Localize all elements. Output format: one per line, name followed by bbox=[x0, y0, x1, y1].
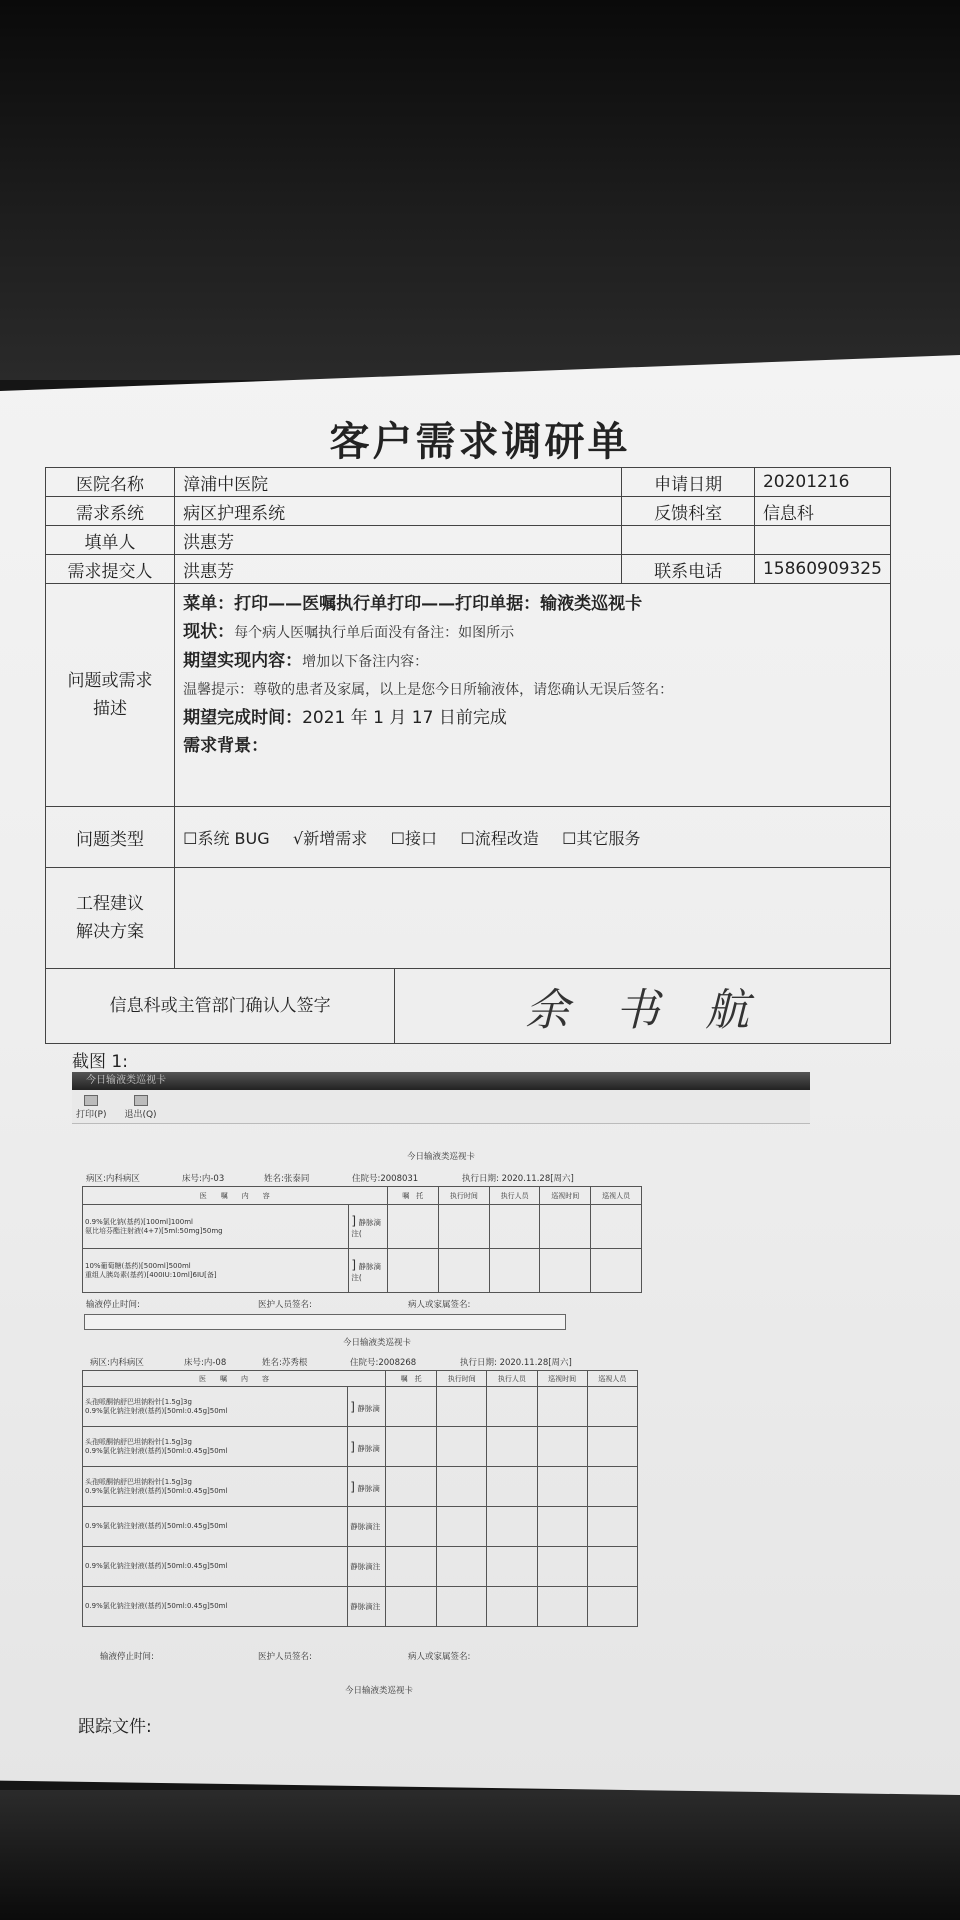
col-exec-staff: 执行人员 bbox=[487, 1371, 537, 1387]
drug-cell bbox=[83, 1387, 348, 1427]
hospital-value: 漳浦中医院 bbox=[175, 468, 622, 497]
drug-cell bbox=[83, 1249, 349, 1293]
empty-cell bbox=[754, 526, 890, 555]
col-patrol-staff: 巡视人员 bbox=[587, 1371, 637, 1387]
deadline-label: 期望完成时间： bbox=[183, 708, 303, 728]
window-toolbar bbox=[72, 1090, 810, 1124]
screenshot-caption: 截图 1: bbox=[72, 1052, 128, 1072]
card1-family-sign: 病人或家属签名: bbox=[408, 1300, 471, 1310]
option-process-redesign[interactable]: ☐流程改造 bbox=[460, 828, 539, 848]
dept-value: 信息科 bbox=[754, 497, 890, 526]
row-problem-type bbox=[46, 807, 891, 868]
bracket-mark: ] bbox=[350, 1479, 355, 1494]
filler-label: 填单人 bbox=[46, 526, 175, 555]
table-row bbox=[83, 1467, 638, 1507]
table-row bbox=[83, 1205, 642, 1249]
background-line bbox=[183, 732, 882, 760]
col-exec-time: 执行时间 bbox=[437, 1371, 487, 1387]
drug-line: 0.9%氯化钠注射液(基药)[50ml:0.45g]50ml bbox=[85, 1522, 228, 1530]
row-hospital bbox=[46, 468, 891, 497]
filler-value: 洪惠芳 bbox=[175, 526, 622, 555]
bracket-mark: ] bbox=[351, 1258, 357, 1272]
drug-line: 0.9%氯化钠注射液(基药)[50ml:0.45g]50ml bbox=[85, 1446, 228, 1455]
solution-label: 工程建议解决方案 bbox=[46, 868, 175, 969]
apply-date-value: 20201216 bbox=[754, 468, 890, 497]
route-cell bbox=[348, 1467, 386, 1507]
route-cell bbox=[348, 1387, 386, 1427]
card2-header-row bbox=[83, 1371, 638, 1387]
drug-line: 0.9%氯化钠注射液(基药)[50ml:0.45g]50ml bbox=[85, 1486, 228, 1495]
reminder-line: 温馨提示：尊敬的患者及家属，以上是您今日所输液体，请您确认无误后签名： bbox=[183, 682, 674, 698]
problem-type-label: 问题类型 bbox=[46, 807, 175, 868]
row-submitter bbox=[46, 555, 891, 584]
col-note: 嘱 托 bbox=[387, 1187, 438, 1205]
card1-admission: 住院号:2008031 bbox=[352, 1174, 419, 1184]
drug-cell bbox=[83, 1467, 348, 1507]
card2-stop-time: 输液停止时间: bbox=[100, 1652, 154, 1662]
print-button[interactable] bbox=[76, 1095, 106, 1120]
col-order-content: 医 嘱 内 容 bbox=[83, 1187, 388, 1205]
option-new-requirement[interactable]: √新增需求 bbox=[293, 828, 368, 848]
submitter-label: 需求提交人 bbox=[46, 555, 175, 584]
drug-line: 重组人胰岛素(基药)[400IU:10ml]6IU[备] bbox=[85, 1270, 217, 1279]
table-row bbox=[83, 1547, 638, 1587]
phone-value: 15860909325 bbox=[754, 555, 890, 584]
route-text: 静脉滴注( bbox=[351, 1218, 381, 1238]
drug-cell bbox=[83, 1205, 349, 1249]
card2-table bbox=[82, 1370, 638, 1627]
col-patrol-time: 巡视时间 bbox=[537, 1371, 587, 1387]
row-solution bbox=[46, 868, 891, 969]
card1-bed: 床号:内-03 bbox=[182, 1174, 225, 1184]
card2-name: 姓名:苏秀根 bbox=[262, 1358, 308, 1368]
card2-ward: 病区:内科病区 bbox=[90, 1358, 144, 1368]
route-cell bbox=[349, 1249, 387, 1293]
submitter-value: 洪惠芳 bbox=[175, 555, 622, 584]
problem-label: 问题或需求描述 bbox=[46, 584, 175, 807]
exit-button[interactable] bbox=[124, 1095, 156, 1120]
table-row bbox=[83, 1387, 638, 1427]
apply-date-label: 申请日期 bbox=[622, 468, 755, 497]
status-value: 每个病人医嘱执行单后面没有备注：如图所示 bbox=[234, 625, 515, 641]
table-row bbox=[83, 1249, 642, 1293]
col-patrol-staff: 巡视人员 bbox=[591, 1187, 642, 1205]
col-note: 嘱 托 bbox=[386, 1371, 437, 1387]
menu-value: 打印——医嘱执行单打印——打印单据：输液类巡视卡 bbox=[234, 594, 643, 614]
problem-description bbox=[175, 584, 891, 807]
background-bottom bbox=[0, 1790, 960, 1920]
option-system-bug[interactable]: ☐系统 BUG bbox=[183, 828, 270, 848]
dept-label: 反馈科室 bbox=[622, 497, 755, 526]
confirm-label-text: 信息科或主管部门确认人签字 bbox=[109, 996, 331, 1016]
drug-cell bbox=[83, 1507, 348, 1547]
background-top bbox=[0, 0, 960, 380]
phone-label: 联系电话 bbox=[622, 555, 755, 584]
route-text: 静脉滴 bbox=[357, 1403, 380, 1413]
option-interface[interactable]: ☐接口 bbox=[390, 828, 437, 848]
drug-line: 头孢哌酮钠舒巴坦钠粉针[1.5g]3g bbox=[85, 1477, 192, 1486]
drug-line: 0.9%氯化钠注射液(基药)[50ml:0.45g]50ml bbox=[85, 1406, 228, 1415]
system-label: 需求系统 bbox=[46, 497, 175, 526]
card2-bed: 床号:内-08 bbox=[184, 1358, 227, 1368]
card2-family-sign: 病人或家属签名: bbox=[408, 1652, 471, 1662]
option-other-service[interactable]: ☐其它服务 bbox=[562, 828, 641, 848]
signature: 余 书 航 bbox=[395, 969, 891, 1044]
route-cell bbox=[349, 1205, 387, 1249]
drug-line: 头孢哌酮钠舒巴坦钠粉针[1.5g]3g bbox=[85, 1397, 192, 1406]
card1-table bbox=[82, 1186, 642, 1293]
drug-line: 10%葡萄糖(基药)[500ml]500ml bbox=[85, 1261, 191, 1270]
route-text: 静脉滴注 bbox=[350, 1522, 381, 1531]
bracket-mark: ] bbox=[351, 1214, 357, 1228]
card2-admission: 住院号:2008268 bbox=[350, 1358, 417, 1368]
route-text: 静脉滴 bbox=[357, 1443, 380, 1453]
input-bar[interactable] bbox=[84, 1314, 566, 1330]
route-cell bbox=[348, 1587, 386, 1627]
col-patrol-time: 巡视时间 bbox=[540, 1187, 591, 1205]
card2-title: 今日输液类巡视卡 bbox=[342, 1338, 411, 1348]
status-line bbox=[183, 618, 882, 647]
exit-label: 退出(Q) bbox=[124, 1110, 157, 1120]
expect-line bbox=[183, 647, 882, 676]
page-title: 客户需求调研单 bbox=[329, 419, 631, 465]
card1-stop-time: 输液停止时间: bbox=[86, 1300, 140, 1310]
route-cell bbox=[348, 1547, 386, 1587]
card3-title: 今日输液类巡视卡 bbox=[344, 1686, 413, 1696]
table-row bbox=[83, 1587, 638, 1627]
background-label: 需求背景： bbox=[183, 736, 269, 756]
card1-title: 今日输液类巡视卡 bbox=[406, 1152, 475, 1162]
card1-nurse-sign: 医护人员签名: bbox=[258, 1300, 312, 1310]
window-title-bar: 今日输液类巡视卡 bbox=[72, 1072, 810, 1090]
request-form bbox=[45, 467, 891, 1044]
printer-icon bbox=[84, 1095, 98, 1106]
menu-label: 菜单： bbox=[183, 594, 235, 614]
card1-ward: 病区:内科病区 bbox=[86, 1174, 140, 1184]
solution-content bbox=[175, 868, 891, 969]
deadline-value: 2021 年 1 月 17 日前完成 bbox=[302, 708, 507, 728]
row-confirm bbox=[46, 969, 891, 1044]
problem-type-options bbox=[175, 807, 891, 868]
route-text: 静脉滴 bbox=[357, 1483, 380, 1493]
expect-label: 期望实现内容： bbox=[183, 651, 303, 671]
row-problem bbox=[46, 584, 891, 807]
trace-file-label: 跟踪文件: bbox=[78, 1717, 152, 1737]
route-cell bbox=[348, 1507, 386, 1547]
embedded-screenshot bbox=[72, 1072, 810, 1696]
status-label: 现状： bbox=[183, 622, 235, 642]
card2-nurse-sign: 医护人员签名: bbox=[258, 1652, 312, 1662]
route-text: 静脉滴注 bbox=[350, 1562, 381, 1571]
drug-cell bbox=[83, 1587, 348, 1627]
card1-name: 姓名:张泰同 bbox=[264, 1174, 310, 1184]
table-row bbox=[83, 1427, 638, 1467]
col-exec-time: 执行时间 bbox=[438, 1187, 489, 1205]
drug-line: 0.9%氯化钠注射液(基药)[50ml:0.45g]50ml bbox=[85, 1602, 228, 1610]
hospital-label: 医院名称 bbox=[46, 468, 175, 497]
row-filler bbox=[46, 526, 891, 555]
deadline-line bbox=[183, 704, 882, 732]
card2-exec-date: 执行日期: 2020.11.28[周六] bbox=[460, 1358, 572, 1368]
drug-line: 氨比培芬酯注射液(4+7)[5ml:50mg]50mg bbox=[85, 1226, 223, 1235]
menu-line bbox=[183, 590, 882, 618]
drug-cell bbox=[83, 1547, 348, 1587]
exit-icon bbox=[134, 1095, 148, 1106]
row-system bbox=[46, 497, 891, 526]
route-cell bbox=[348, 1427, 386, 1467]
drug-line: 0.9%氯化钠(基药)[100ml]100ml bbox=[85, 1217, 193, 1226]
drug-cell bbox=[83, 1427, 348, 1467]
drug-line: 头孢哌酮钠舒巴坦钠粉针[1.5g]3g bbox=[85, 1437, 192, 1446]
expect-value: 增加以下备注内容： bbox=[302, 654, 429, 670]
empty-cell bbox=[622, 526, 755, 555]
card1-exec-date: 执行日期: 2020.11.28[周六] bbox=[462, 1174, 574, 1184]
route-text: 静脉滴注 bbox=[350, 1602, 381, 1611]
system-value: 病区护理系统 bbox=[175, 497, 622, 526]
col-order-content: 医 嘱 内 容 bbox=[83, 1371, 386, 1387]
bracket-mark: ] bbox=[350, 1439, 355, 1454]
print-label: 打印(P) bbox=[76, 1110, 107, 1120]
bracket-mark: ] bbox=[350, 1399, 355, 1414]
drug-line: 0.9%氯化钠注射液(基药)[50ml:0.45g]50ml bbox=[85, 1562, 228, 1570]
route-text: 静脉滴注( bbox=[351, 1262, 381, 1282]
confirm-label bbox=[46, 969, 395, 1044]
card1-header-row bbox=[83, 1187, 642, 1205]
col-exec-staff: 执行人员 bbox=[489, 1187, 540, 1205]
table-row bbox=[83, 1507, 638, 1547]
